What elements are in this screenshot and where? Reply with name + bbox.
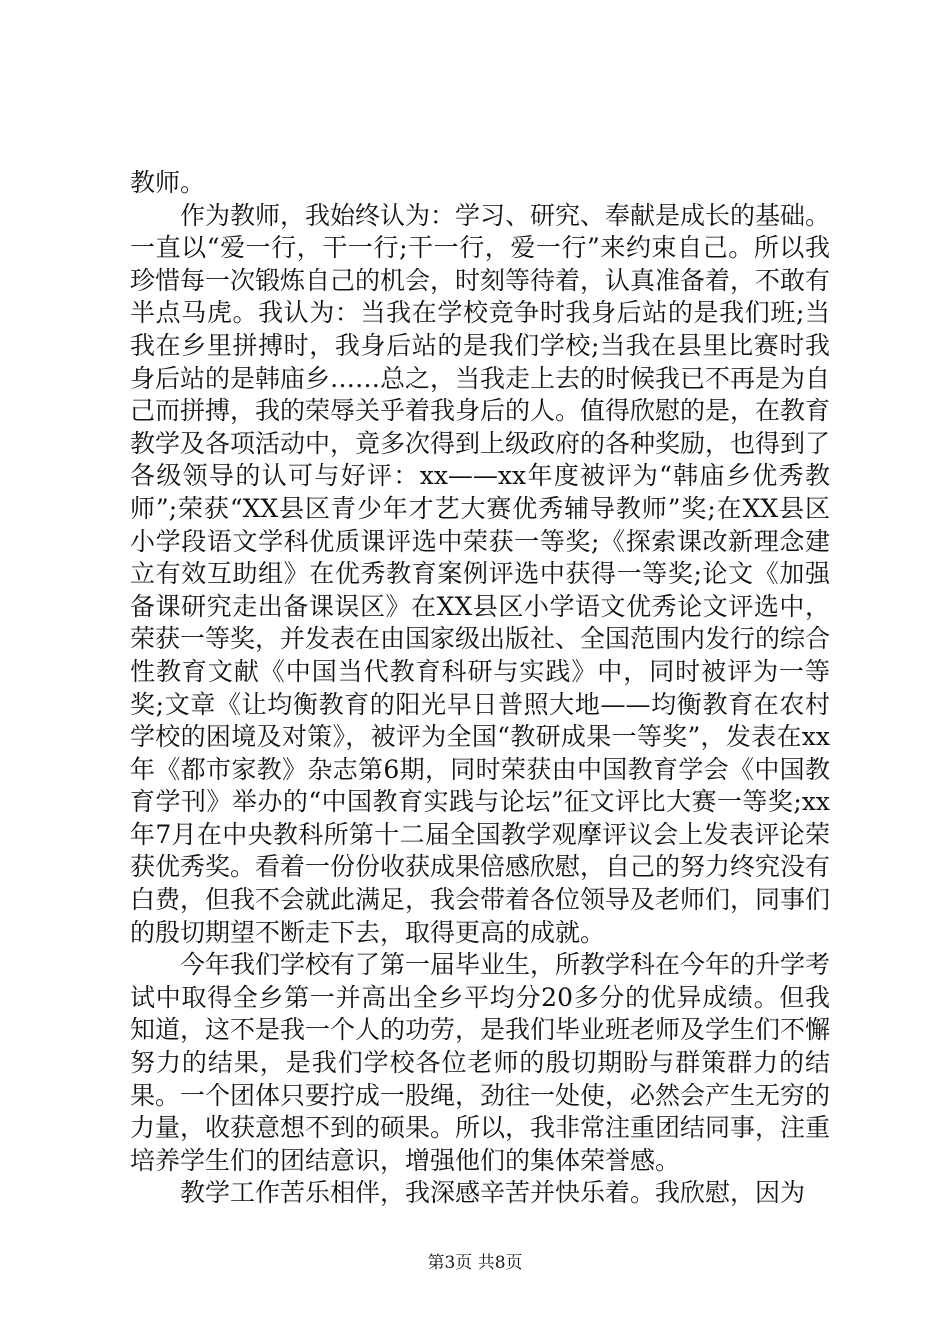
page-number-footer: 第3页 共8页 — [427, 1253, 523, 1273]
paragraph-teaching-work: 教学工作苦乐相伴，我深感辛苦并快乐着。我欣慰，因为 — [180, 1178, 806, 1208]
document-body — [130, 167, 830, 1210]
paragraph-continuation: 教师。 — [130, 168, 206, 197]
paragraph-teacher-beliefs: 作为教师，我始终认为：学习、研究、奉献是成长的基础。一直以“爱一行，干一行;干一行，爱一行”来约束自己。所以我珍惜每一次锻炼自己的机会，时刻等待着，认真准备着，不敢有半点马虎。我认为：当我在学校竞争时我身后站的是我们班;当我在乡里拼搏时，我身后站的是我们学校;当我在县里比赛时我身后站的是韩庙乡……总之，当我走上去的时候我已不再是为自己而拼搏，我的荣辱关乎着我身后的人。值得欣慰的是，在教育教学及各项活动中，竟多次得到上级政府的各种奖励，也得到了各级领导的认可与好评：xx——xx年度被评为“韩庙乡优秀教师”;荣获“XX县区青少年才艺大赛优秀辅导教师”奖;在XX县区小学段语文学科优质课评选中荣获一等奖;《探索课改新理念建立有效互助组》在优秀教育案例评选中获得一等奖;论文《加强备课研究走出备课误区》在XX县区小学语文优秀论文评选中，荣获一等奖，并发表在由国家级出版社、全国范围内发行的综合性教育文献《中国当代教育科研与实践》中，同时被评为一等奖;文章《让均衡教育的阳光早日普照大地——均衡教育在农村学校的困境及对策》，被评为全国“教研成果一等奖”，发表在xx年《都市家教》杂志第6期，同时荣获由中国教育学会《中国教育学刊》举办的“中国教育实践与论坛”征文评比大赛一等奖;xx年7月在中央教科所第十二届全国教学观摩评议会上发表评论荣获优秀奖。看着一份份收获成果倍感欣慰，自己的努力终究没有白费，但我不会就此满足，我会带着各位领导及老师们，同事们的殷切期望不断走下去，取得更高的成就。 — [130, 200, 831, 947]
paragraph-graduates: 今年我们学校有了第一届毕业生，所教学科在今年的升学考试中取得全乡第一并高出全乡平均分20多分的优异成绩。但我知道，这不是我一个人的功劳，是我们毕业班老师及学生们不懈努力的结果，是我们学校各位老师的殷切期盼与群策群力的结果。一个团体只要拧成一股绳，劲往一处使，必然会产生无穷的力量，收获意想不到的硕果。所以，我非常注重团结同事，注重培养学生们的团结意识，增强他们的集体荣誉感。 — [130, 950, 831, 1175]
